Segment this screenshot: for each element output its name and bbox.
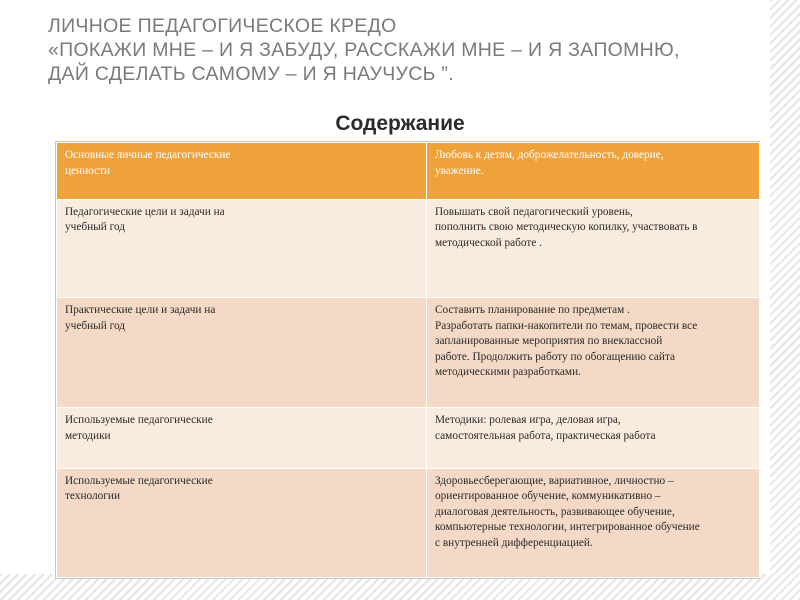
row-value: Методики: ролевая игра, деловая игра, самостоятельная работа, практическая работа: [435, 414, 656, 442]
table-row: [57, 408, 760, 469]
row-value: Здоровьесберегающие, вариативное, личностно – ориентированное обучение, коммуникативно – диалоговая деятельность, развивающее обучение, компьютерные технологии, интегрированное обучение с внутренней дифференциацией.: [435, 474, 700, 549]
table-cell: [57, 143, 427, 200]
table-cell: [427, 143, 760, 200]
table-cell: [427, 298, 760, 408]
decorative-stripe-right: [770, 0, 800, 600]
table-row: [57, 298, 760, 408]
title-line-2: «ПОКАЖИ МНЕ – И Я ЗАБУДУ, РАССКАЖИ МНЕ – И Я ЗАПОМНЮ,: [48, 39, 680, 61]
row-label: Используемые педагогические технологии: [65, 474, 213, 503]
table-cell: [57, 298, 427, 408]
table-header-row: [57, 143, 760, 200]
table-row: [57, 199, 760, 298]
credo-table-container: [55, 141, 760, 579]
table-cell: [427, 408, 760, 469]
credo-table: [56, 142, 760, 578]
row-value: Повышать свой педагогический уровень, пополнить свою методическую копилку, участвовать в методической работе .: [435, 205, 698, 249]
row-label: Педагогические цели и задачи на учебный год: [65, 205, 225, 234]
title-line-1: ЛИЧНОЕ ПЕДАГОГИЧЕСКОЕ КРЕДО: [48, 15, 397, 37]
table-cell: [427, 199, 760, 298]
table-cell: [57, 468, 427, 577]
title-line-3: ДАЙ СДЕЛАТЬ САМОМУ – И Я НАУЧУСЬ ”.: [48, 63, 454, 85]
row-value: Составить планирование по предметам . Разработать папки-накопители по темам, провести все запланированные мероприятия по внеклассной работе. Продолжить работу по обогащению сайта методическими разработками.: [435, 304, 698, 379]
table-cell: [57, 408, 427, 469]
header-right-text: Любовь к детям, доброжелательность, доверие, уважение.: [435, 149, 664, 177]
header-left-text: Основные личные педагогические ценности: [65, 149, 231, 177]
row-label: Практические цели и задачи на учебный год: [65, 304, 216, 332]
row-label: Используемые педагогические методики: [65, 414, 213, 442]
section-subtitle: Содержание: [335, 112, 465, 135]
table-row: [57, 468, 760, 577]
table-cell: [57, 199, 427, 298]
table-cell: [427, 468, 760, 577]
slide-title: [48, 14, 748, 86]
